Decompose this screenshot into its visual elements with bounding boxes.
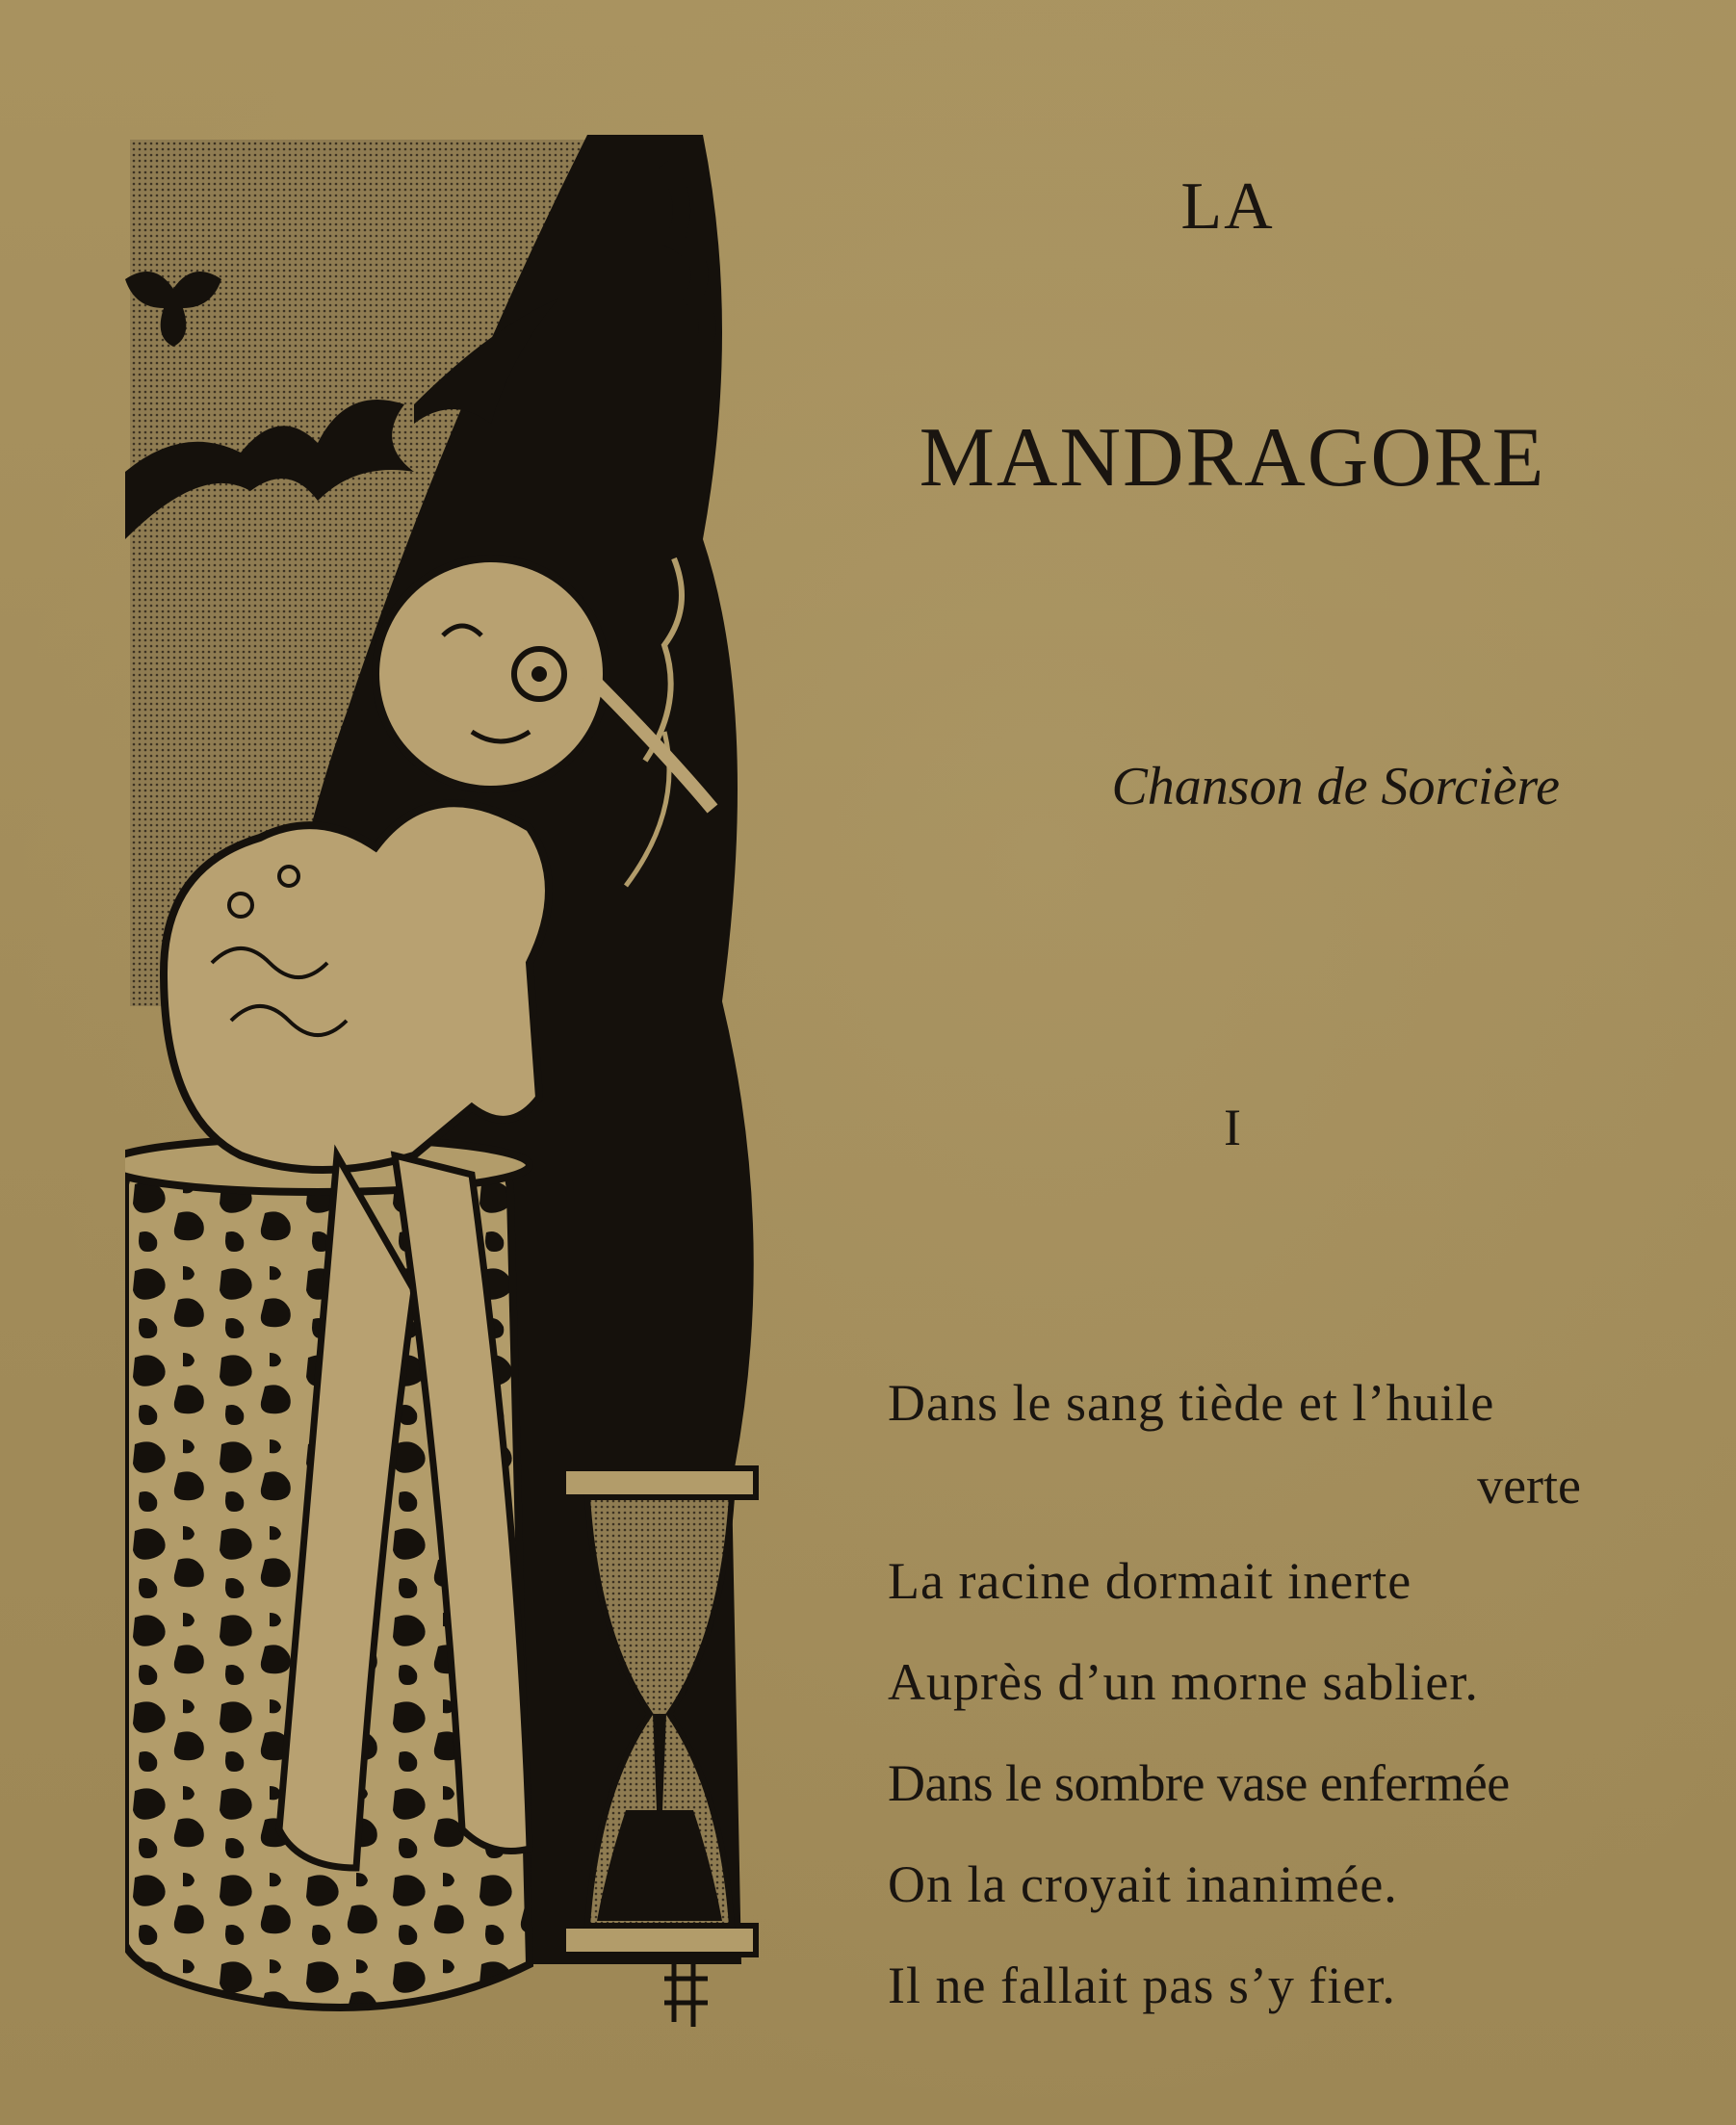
verse-line-3: Auprès d’un morne sablier. bbox=[888, 1653, 1479, 1711]
verse-line-6: Il ne fallait pas s’y fier. bbox=[888, 1957, 1396, 2014]
artist-monogram bbox=[664, 1959, 708, 2027]
verse-line-4: Dans le sombre vase enfermée bbox=[888, 1754, 1510, 1812]
verse-line-2: La racine dormait inerte bbox=[888, 1552, 1412, 1610]
creature-body bbox=[164, 803, 549, 1170]
creature-head bbox=[376, 558, 607, 790]
title-line-1: LA bbox=[1180, 169, 1275, 244]
mandrake-illustration bbox=[125, 135, 838, 2060]
section-number: I bbox=[1224, 1099, 1241, 1156]
subtitle: Chanson de Sorcière bbox=[1111, 757, 1560, 816]
verse-line-5: On la croyait inanimée. bbox=[888, 1855, 1398, 1913]
page-title: MANDRAGORE bbox=[919, 411, 1546, 505]
verse-line-1-continuation: verte bbox=[1477, 1457, 1581, 1515]
verse-line-1: Dans le sang tiède et l’huile bbox=[888, 1374, 1495, 1432]
